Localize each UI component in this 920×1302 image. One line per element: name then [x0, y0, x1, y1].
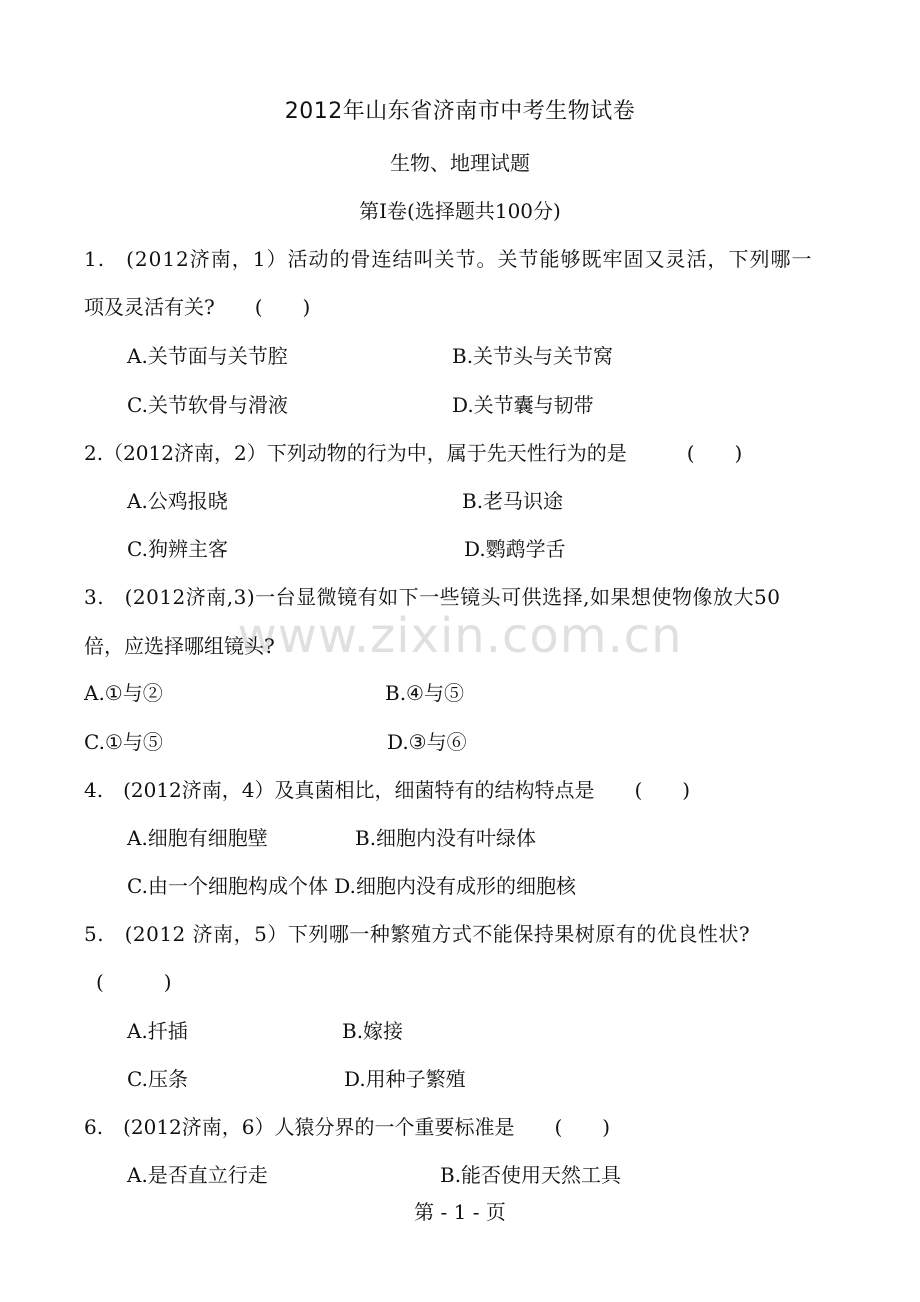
question-2-option-b: B.老马识途: [462, 489, 564, 513]
question-1-option-b: B.关节头与关节窝: [452, 344, 614, 368]
question-5-option-b: B.嫁接: [342, 1019, 404, 1043]
question-4-option-a: A.细胞有细胞壁: [127, 826, 268, 850]
page-subtitle: 生物、地理试题: [390, 151, 530, 175]
question-1-option-d: D.关节囊与韧带: [452, 393, 594, 417]
question-2-option-c: C.狗辨主客: [127, 537, 228, 561]
question-3-option-c: C.①与⑤: [84, 730, 163, 754]
page-title: 2012年山东省济南市中考生物试卷: [284, 99, 636, 124]
question-2-option-d: D.鹦鹉学舌: [464, 537, 566, 561]
question-5-option-a: A.扦插: [127, 1019, 188, 1043]
question-6-option-a: A.是否直立行走: [127, 1163, 268, 1187]
question-1-stem-line1: 1. (2012济南，1）活动的骨连结叫关节。关节能够既牢固又灵活，下列哪一: [84, 247, 813, 271]
question-3-option-b: B.④与⑤: [385, 681, 464, 705]
question-3-stem-line2: 倍，应选择哪组镜头?: [84, 634, 275, 658]
question-2-stem: 2.（2012济南，2）下列动物的行为中，属于先天性行为的是 ( ): [84, 441, 743, 465]
question-4-option-b: B.细胞内没有叶绿体: [355, 826, 537, 850]
question-5-stem-line2: ( ): [96, 970, 172, 994]
question-2-option-a: A.公鸡报晓: [127, 489, 228, 513]
question-3-stem-line1: 3. (2012济南,3)一台显微镜有如下一些镜头可供选择,如果想使物像放大50: [84, 585, 781, 609]
section-heading: 第Ⅰ卷(选择题共100分): [359, 199, 561, 223]
watermark: www.zixin.com.cn: [237, 608, 683, 664]
question-5-stem-line1: 5. (2012 济南，5）下列哪一种繁殖方式不能保持果树原有的优良性状?: [84, 922, 751, 946]
question-5-option-c: C.压条: [127, 1067, 188, 1091]
page-number: 第 - 1 - 页: [414, 1200, 506, 1224]
question-3-option-d: D.③与⑥: [387, 730, 467, 754]
question-4-stem: 4. (2012济南，4）及真菌相比，细菌特有的结构特点是 ( ): [84, 778, 691, 802]
question-1-stem-line2: 项及灵活有关? ( ): [84, 295, 311, 319]
question-3-option-a: A.①与②: [84, 681, 163, 705]
question-6-stem: 6. (2012济南，6）人猿分界的一个重要标准是 ( ): [84, 1115, 611, 1139]
question-6-option-b: B.能否使用天然工具: [440, 1163, 622, 1187]
question-1-option-c: C.关节软骨与滑液: [127, 393, 288, 417]
question-1-option-a: A.关节面与关节腔: [127, 344, 288, 368]
question-5-option-d: D.用种子繁殖: [344, 1067, 466, 1091]
question-4-option-c-d: C.由一个细胞构成个体 D.细胞内没有成形的细胞核: [127, 874, 576, 898]
